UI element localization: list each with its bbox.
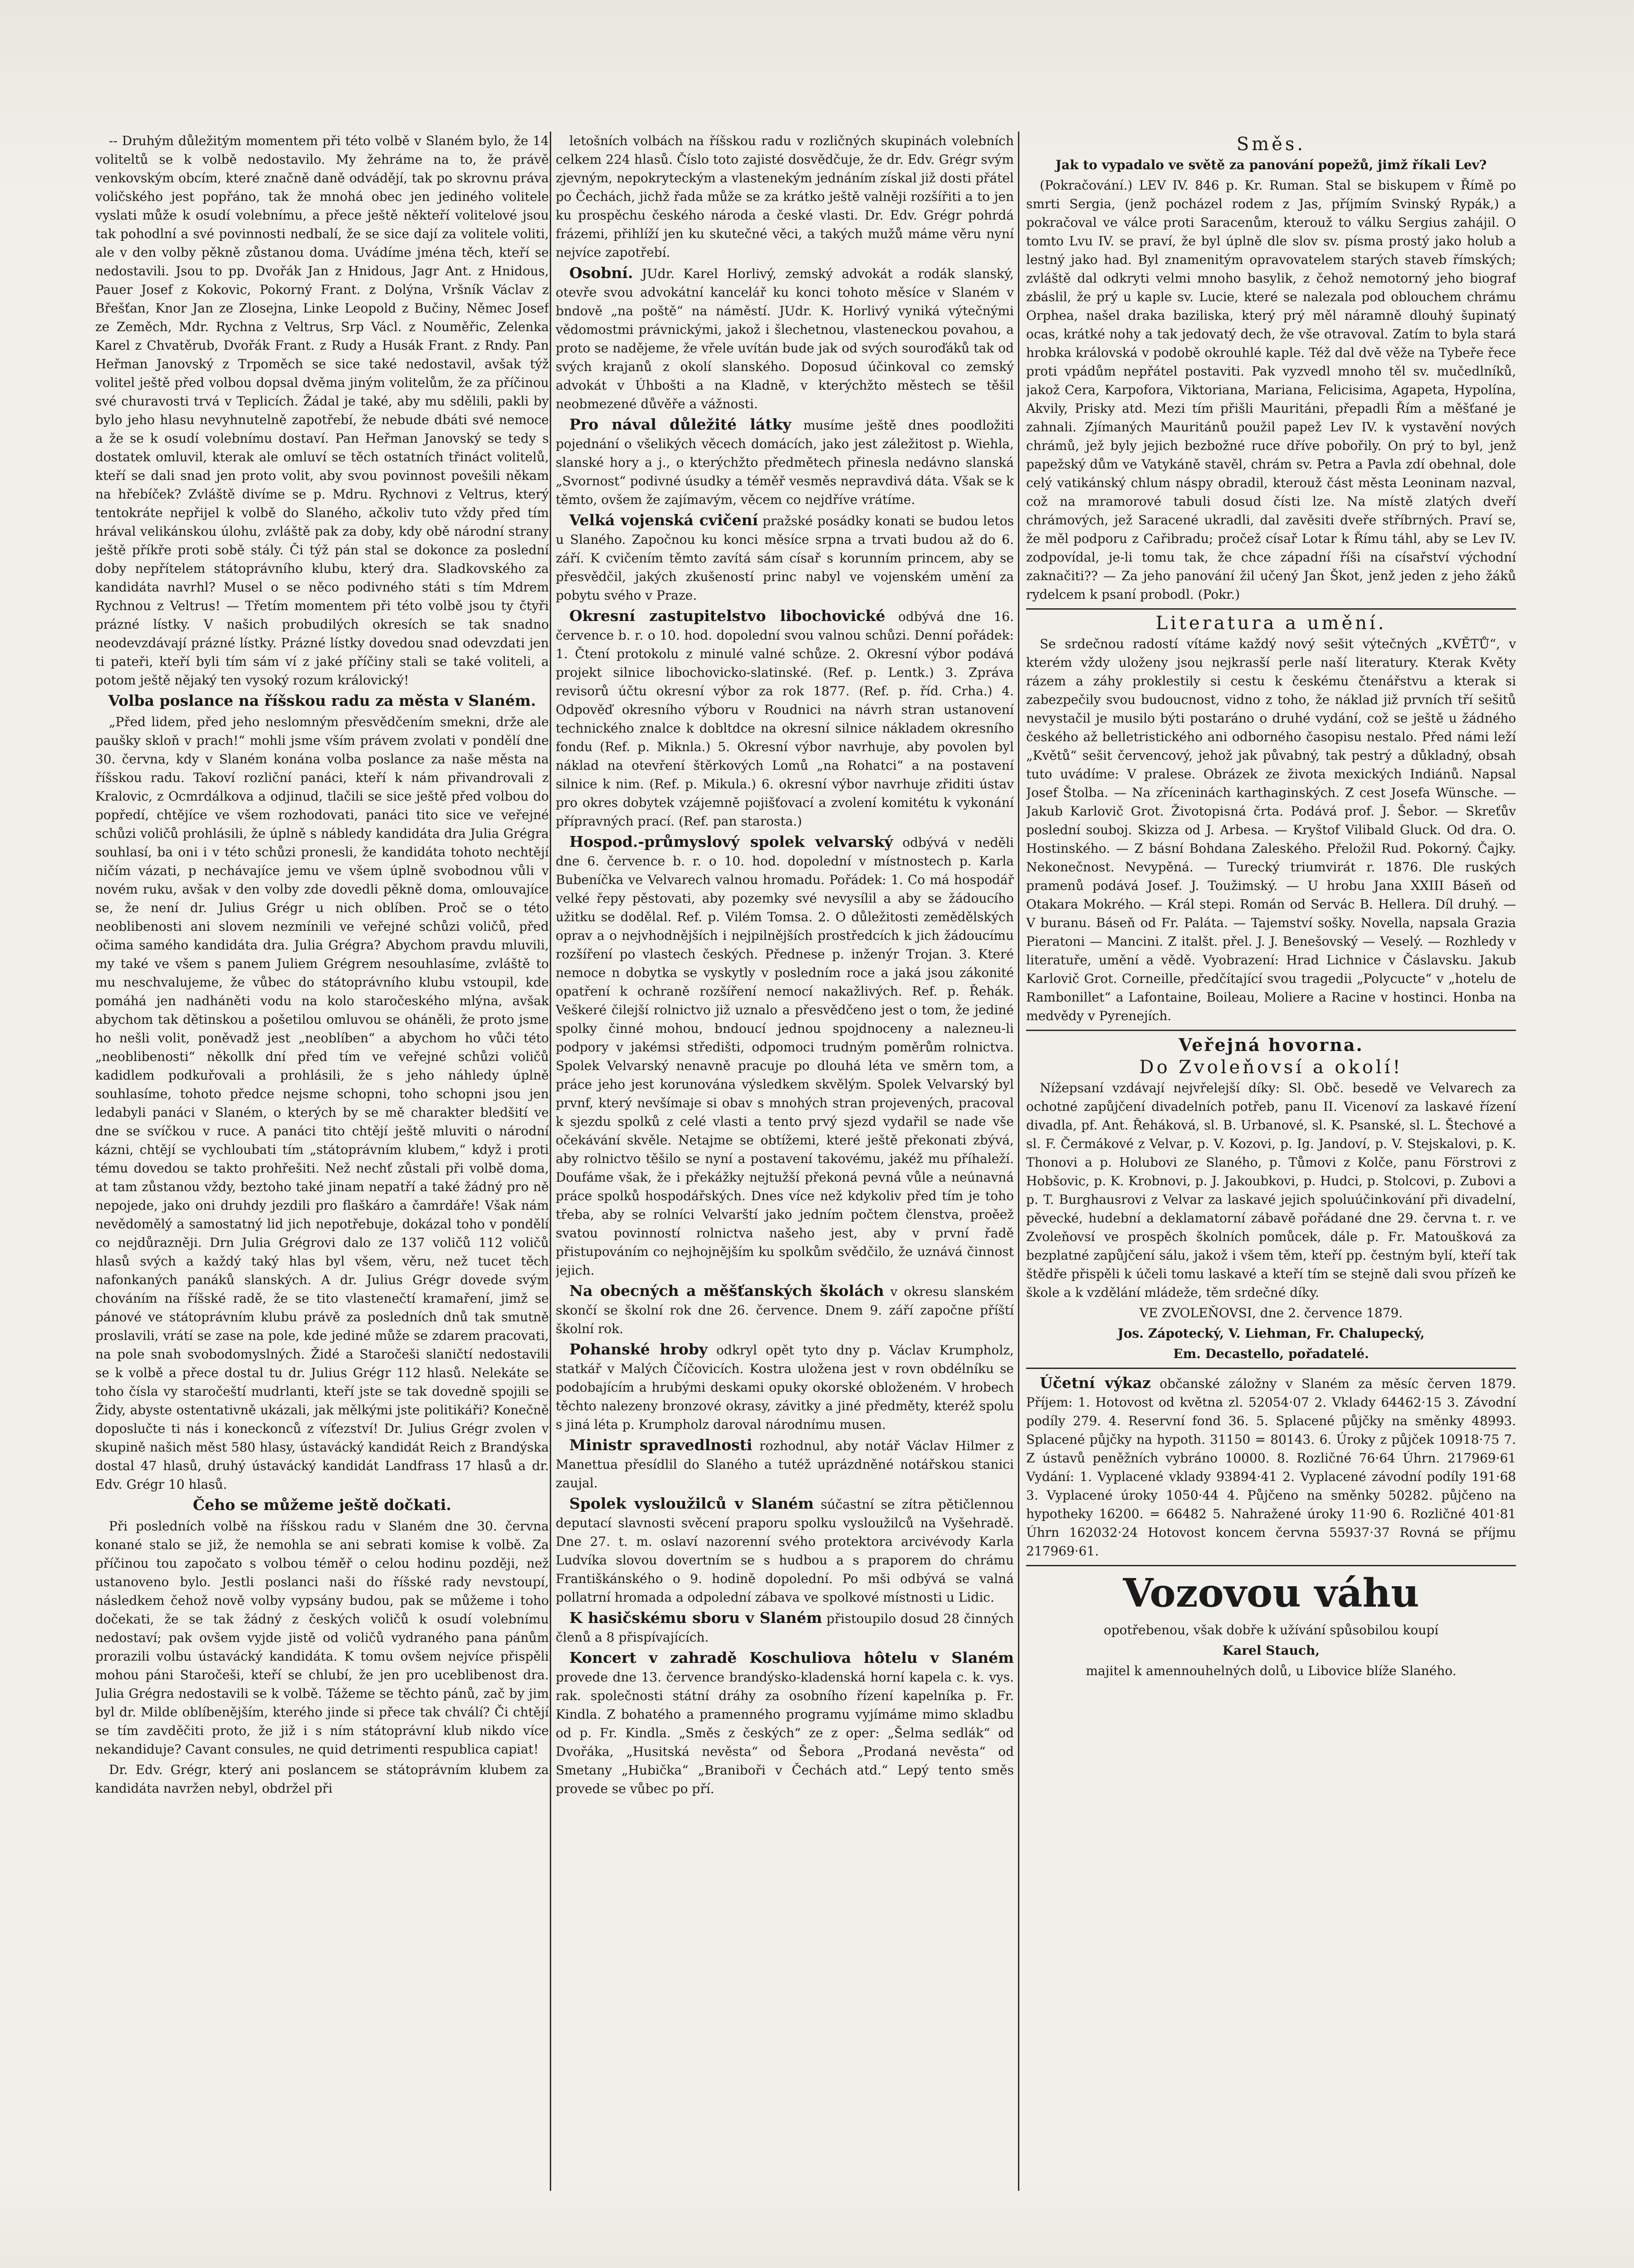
article-hlasy: letošních volbách na říšskou radu v rozličných skupinách volebních celkem 224 hlasů. Číslo toto zajisté dosvědčuje, že dr. Edv. Grégr svým zjevným, nepokryteckým a vlastenekým jednáním získal již dosti přátel po Čechách, jichž řada může se za krátko ještě valněji rozšířiti a to jen ku prospěchu českého národa a české vlasti. Dr. Edv. Grégr pohrdá frázemi, přihlíží jen ku skutečné věci, a takých mužů máme věru nyní nejvíce zapotřebí. bbox=[556, 133, 1014, 260]
article-hasici: K hasičskému sboru v Slaném přistoupilo dosud 28 činných členů a 8 přispívajících. bbox=[556, 1609, 1014, 1645]
divider bbox=[1026, 1565, 1516, 1566]
ad-name-stauch: Karel Stauch, bbox=[1222, 1643, 1320, 1658]
divider bbox=[1026, 1030, 1516, 1031]
ad-headline-vaha: Vozovou váhu bbox=[1123, 1570, 1419, 1616]
divider bbox=[1026, 608, 1516, 610]
article-kvety: Se srdečnou radostí vítáme každý nový sešit výtečných „KVĚTŮ“, v kterém vždy uloženy jsou nejkrasší perle naší literatury. Kterak Květy rázem a záhy proklestily si cestu k českému čtenářstvu a kterak si zabezpečily svou budoucnost, vidno z toho, že náklad již prvních tří sešitů nevystačil je musilo býti postaráno o druhé vydání, což se ještě u žádného českého až belletristického ani odborného časopisu nestalo. Před námi leží „Květů“ sešit červencový, jehož jak půvabný, tak pestrý a důkladný, obsah tuto uvádíme: V pralese. Obrázek ze života mexických Indiánů. Napsal Josef Štolba. — Na zříceninách karthaginských. Z cest Josefa Wünsche. — Jakub Karlovič Grot. Životopisná črta. Podává prof. J. Šebor. — Skreťův poslední souboj. Skizza od J. Arbesa. — Kryštof Vilibald Gluck. Od dra. O. Hostinského. — Z básní Bohdana Zaleského. Přeložil Rud. Pokorný. Čajky. Nekonečnost. Nevypěná. — Turecký triumvirát r. 1876. Dle ruských pramenů podává Josef. J. Toužimský. — U hrobu Jana XXIII Báseň od Otakara Mokrého. — Král stepi. Román od Servác B. Hellera. Díl druhý. — V buranu. Báseň od Fr. Paláta. — Tajemství sošky. Novella, napsala Grazia Pieratoni — Mancini. Z italšt. přel. J. J. Benešovský — Veselý. — Rozhledy v literatuře, umění a vědě. Vyobrazení: Hrad Lichnice v Čáslavsku. Jakub Karlovič Grot. Corneille, předčítající svou tragedii „Polycucte“ v „hotelu de Rambonillet“ a Lafontaine, Boileau, Moliere a Racine v hostinci. Honba na medvědy v Pyrenejích. bbox=[1026, 636, 1516, 1023]
article-volitele: -- Druhým důležitým momentem při této volbě v Slaném bylo, že 14 voliteltů se k volbě nedostavilo. My žehráme na to, že právě venkovským obcím, které značně daně odvádějí, tak po skrovnu práva voličského jest popřáno, tak že mnohá obec jen jediného volitele vyslati může k osudí volebnímu, a přece ještě někteří volitelové jsou tak pohodlní a své povinnosti nedbalí, že se sice dají za volitele voliti, ale v den volby pěkně zůstanou doma. Uvádíme jména těch, kteří se nedostavili. Jsou to pp. Dvořák Jan z Hnidous, Jagr Ant. z Hnidous, Pauer Josef z Kokovic, Pokorný Frant. z Dolýna, Vršník Václav z Břešťan, Knor Jan ze Zlosejna, Linke Leopold z Bučiny, Němec Josef ze Zeměch, Mdr. Rychna z Veltrus, Srp Václ. z Nouměřic, Zelenka Karel z Chvatěrub, Dvořák Frant. z Rudy a Husák Frant. z Rndy. Pan Heřman Janovský z Trpoměch se sice také nedostavil, avšak týž volitel ještě před volbou dopsal dvěma jiným volitelům, že za příčinou své churavosti trvá v Teplicích. Žádal je také, aby mu sdělili, pakli by bylo jeho hlasu nevyhnutelně zapotřebí, že nebude dbáti své nemoce a že se k osudí volebnímu dostaví. Pan Heřman Janovský se tedy s dostatek omluvil, kterak ale omluví se těch ostatních třináct volitelů, kteří se dali snad jen proto volit, aby svou povinnost povešili někam na hřebíček? Zvláště divíme se p. Mdru. Rychnovi z Veltrus, který tentokráte nepřijel k volbě do Slaného, ačkoliv tuto vždy před tím hrával velikánskou úlohu, zvláště pak za doby, kdy obě národní strany ještě příkře proti sobě stály. Či týž pán stal se dokonce za poslední doby nepřítelem státoprávního klubu, který dra. Sladkovského za kandidáta navrhl? Musel o se něco podivného státi s tím Mdrem Rychnou z Veltrus! — Třetím momentem při této volbě jsou ty čtyři prázné lístky. V našich probudilých okresích se tak snadno neodevzdávají prázné lístky. Prázné lístky dovedou snad odevzdati jen ti pateři, kteří byli tím sám ví z jaké příčiny stali se také voliteli, a potom ještě nějaký ten vysoký rozum královický! bbox=[95, 133, 549, 688]
article-osobni: Osobní. JUdr. Karel Horlivý, zemský advokát a rodák slanský, otevře svou advokátní kancelář ku konci tohoto měsíce v Slaném v bndově „na poště“ na náměstí. JUdr. K. Horlivý vyniká výtečnými vědomostmi právnickými, jakož i šlechetnou, vlasteneckou povahou, a proto se nadějeme, že vřele uvítán bude jak od svých souroďáků tak od svých krajanů z okolí slanského. Doposud účinkoval co zemský advokát v Úhbošti a na Kladně, v kterýchžto městech se těšil neobmezené důvěře a vážnosti. bbox=[556, 264, 1014, 411]
article-vyslouzilci: Spolek vysloužilců v Slaném súčastní se zítra pětičlennou deputací slavnosti svěcení praporu spolku vysloužilců na Vyšehradě. Dne 27. t. m. oslaví nazorenní svého protektora arcivévody Karla Ludvíka slovou dovertním se s hudbou a s praporem do chrámu Františkánského o 9. hodině dopolední. Po mši odbývá se valná pollatrní hromada a odpolední zábava ve spolkové místnosti u Lidic. bbox=[556, 1495, 1014, 1605]
section-head-smes: Směs. bbox=[1236, 134, 1306, 155]
article-ucet: Účetní výkaz občanské záložny v Slaném za měsíc červen 1879. Příjem: 1. Hotovost od května zl. 52054·07 2. Vklady 64462·15 3. Závodní podíly 279. 4. Reservní fond 36. 5. Splacené půjčky na směnky 48993. Splacené půjčky na hypoth. 31150 = 80143. 6. Úroky z půjček 10918·75 7. Z ústavů peněžních vybráno 10000. 8. Rozličné 76·64 Úhrn. 217969·61 Vydání: 1. Vyplacené vklady 93894·41 2. Vyplacené závodní podíly 191·68 3. Vyplacené úroky 1050·44 4. Půjčeno na směnky 50282. půjčeno na hypotheky 16200. = 66482 5. Nahražené úroky 11·90 6. Rozličné 401·81 Úhrn 162032·24 Hotovost koncem června 55937·37 Rovná se příjmu 217969·61. bbox=[1026, 1374, 1516, 1559]
section-head-hovorna: Veřejná hovorna. bbox=[1179, 1035, 1364, 1055]
headline-papezove: Jak to vypadalo ve světě za panování popežů, jimž říkali Lev? bbox=[1055, 157, 1487, 172]
article-ministr: Ministr spravedlnosti rozhodnul, aby notář Václav Hilmer z Manettua přesídlil do Slaného a tutéž uprázdněné notářskou stanici zaujal. bbox=[556, 1436, 1014, 1491]
article-docekati: Při posledních volbě na říšskou radu v Slaném dne 30. června konané stalo se již, že nemohla se ani sebrati komise k volbě. Za příčinou tou započato s volbou téměř o celou hodinu později, než ustanoveno bylo. Jestli poslanci naši do říšské rady nevstoupí, následkem čehož nově volby vypsány budou, pak se můžeme i toho dočekati, že se tak žádný z českých voličů k osudí volebnímu nedostaví; pak ovšem vyjde jistě od voličů vydraného pana pánům prorazili volbu ústavácký kandidáta. K tomu ovšem nejvíce přispěli mohou páni Staročeši, kteří se chlubí, že jen pro uceblibenost dra. Julia Grégra nedostavili se k volbě. Tážeme se těchto pánů, zač by jim byl dr. Milde oblíbenějším, kterého jinde si přece tak chválí? Či chtějí se tím zavděčiti proto, že již i s ním státoprávní klub nikdo více nekandiduje? Cavant consules, ne quid detrimenti respublica capiat! bbox=[95, 1519, 549, 1757]
column-left bbox=[95, 132, 549, 2218]
column-rule bbox=[1018, 132, 1019, 2191]
divider bbox=[1026, 1368, 1516, 1369]
headline-zvolenovsi: Do Zvoleňovsí a okolí! bbox=[1139, 1057, 1403, 1078]
section-head-literatura: Literatura a umění. bbox=[1155, 613, 1387, 634]
article-hroby: Pohanské hroby odkryl opět tyto dny p. Václav Krumpholz, statkář v Malých Číčovicích. Kostra uložena jest v rovn obdélníku se podobajícím a hrubými deskami opuky okorské obloženém. V hrobech těchto nalezeny bronzové okrasy, závitky a jiné předměty, kteréž spolu s jiná léta p. Krumpholz daroval národnímu musen. bbox=[556, 1340, 1014, 1432]
ad-text-vaha: opotřebenou, však dobře k užívání spůsobilou koupí bbox=[1103, 1623, 1439, 1637]
article-skoly: Na obecných a měšťanských školách v okresu slanském skončí se školní rok dne 26. července. Dnem 9. září započne příští školní rok. bbox=[556, 1282, 1014, 1336]
column-rule bbox=[550, 132, 551, 2191]
dik-signatures-1: Jos. Zápotecký, V. Liehman, Fr. Chalupecký, bbox=[1117, 1326, 1425, 1341]
article-hospod: Hospod.-průmyslový spolek velvarský odbývá v neděli dne 6. července b. r. o 10. hod. dopolední v místnostech p. Karla Bubeníčka ve Velvarech valnou hromadu. Pořádek: 1. Co má hospodář velké řepy pěstovati, aby pozemky své nevysílil a aby se žádoucího užitku se dodělal. Ref. p. Vilém Tomsa. 2. O důležitosti zemědělských oprav a o nejvhodnějších i nejpilnějších prostředcích k jich žádoucímu rozšíření po vlastech českých. Přednese p. inženýr Trojan. 3. Které nemoce n dobytka se vyskytly v posledním roce a jaká jsou zákonité opatření k ochraně rozšíření nemocí nakažlivých. Ref. p. Řehák. Veškeré čilejší rolnictvo již uznalo a přesvědčeno jest o tom, že jediné spolky činné mohou, bndoucí jednou spojdnoceny a nalezneu-li podpory v jakémsi středišti, odpomoci trudným poměrům rolnictva. Spolek Velvarský nenavně pracuje po dlouhá léta ve směrn tom, a práce jeho jest korunována výsledkem skvělým. Spolek Velvarský byl prvnf, který nevšímaje si obav s mnohých stran projevených, pracoval k sjezdu spolků z celé vlasti a tento prvý sjezd vydařil se nade vše očekávání skvěle. Netajme se obtížemi, které ještě překonati zbývá, aby rolnictvo těšilo se nyní a postavení takovému, jakéž mu příhaleží. Doufáme však, že i překážky nejtužší překoná pevná vůle a neúnavná práce spolků hospodářských. Dnes více než kdykoliv před tím je toho třeba, aby se rolníci Velvarští jako jedním počtem členstva, proěež svatou povinností rolnictva našeho jest, aby v první řadě přistupováním co nejhojnějším ku spolkům svědčilo, že uznává činnost jejich. bbox=[556, 833, 1014, 1278]
article-papezove: (Pokračování.) LEV IV. 846 p. Kr. Ruman. Stal se biskupem v Římě po smrti Sergia, (jenž pocházel rodem z Jas, příjmím Svinský Rypák,) a pokračoval ve válce proti Saracenům, kterouž to válku Sergius zahájil. O tomto Lvu IV. se praví, že byl úplně dle slov sv. písma prostý jako holub a lestný jako had. Byl znamenitým opravovatelem starých staveb římských; zvláště dal odkryti velmi mnoho basylik, z čehož nemotorný jeho biograf zbáslil, že prý u kaple sv. Lucie, které se nalezala pod oblouchem chrámu Orphea, našel draka baziliska, který prý měl náramně dlouhý šupinatý ocas, krátké nohy a tak jedovatý dech, že vše otravoval. Zatím to byla stará hrobka královská v podobě okrouhlé kaple. Též dal dvě věže na Tybeře řece proti vpádům nepřátel postaviti. Pak vyzvedl mnoho těl sv. mučedlníků, jakož Cera, Karpofora, Viktoriana, Mariana, Felicisima, Agapeta, Hypolína, Akvily, Prisky atd. Mezi tím přišli Mauritáni, přepadli Řím a měšťané je zahnali. Zjímaných Mauritánů použil papež Lev IV. k vystavění nových chrámů, jež byly jejich bezbožné ruce dříve pobořily. On prý to byl, jenž papežský dům ve Vatykáně stavěl, chrám sv. Petra a Pavla zdí obehnal, dole celý vatikánský chlum náspy obradil, kterouž část města Leoninam nazval, což na mramorové tabuli dosud čísti lze. Na místě zlatých dveří chrámových, jež Saracené ukradli, dal zavěsiti dveře stříbrných. Praví se, že měl podporu z Cařibradu; pročež císař Lotar k Římu táhl, aby se Lev IV. zodpovídal, je-li tomu tak, že chce západní říši na císařství východní zaknačiti?? — Za jeho panování žil učený Jan Škot, jenž jeden z jeho žáků rydelcem k psaní probodl. (Pokr.) bbox=[1026, 178, 1516, 602]
article-cviceni: Velká vojenská cvičení pražské posádky konati se budou letos u Slaného. Započnou ku konci měsíce srpna a trvati budou až do 6. září. K cvičením těmto zavítá sám císař s korunním princem, aby se přesvědčil, jakých zkušeností princ nabyl ve vojenském umění za pobytu svého v Praze. bbox=[556, 511, 1014, 603]
dik-place: VE ZVOLEŇOVSI, dne 2. července 1879. bbox=[1139, 1305, 1403, 1320]
dik-signatures-2: Em. Decastello, pořadatelé. bbox=[1173, 1346, 1369, 1361]
article-koncert: Koncert v zahradě Koschuliova hôtelu v Slaném provede dne 13. července brandýsko-kladenská horní kapela c. k. vys. rak. společnosti státní dráhy za osobního řízení kapelníka p. Fr. Kindla. Z bohatého a pramenného programu vyjímáme mimo skladbu od p. Fr. Kindla. „Směs z českých“ ze z oper: „Šelma sedlák“ od Dvořáka, „Husitská nevěsta“ od Šebora „Prodaná nevěsta“ od Smetany „Hubička“ „Braniboři v Čechách atd.“ Lepý tento směs provede se vůbec po pří. bbox=[556, 1649, 1014, 1796]
article-pronaval: Pro nával důležité látky musíme ještě dnes poodložiti pojednání o všelikých věcech domácích, jako jest záležitost p. Wiehla, slanské hory a j., o kterýchžto předmětech přinesla nedávno slanská „Svornost“ podivné úsudky a téměř vesměs nepravdivá dáta. Však se k těmto, ovšem že zajímavým, věcem co nejdříve vrátíme. bbox=[556, 415, 1014, 507]
column-right bbox=[1026, 132, 1516, 2218]
article-okresni: Okresní zastupitelstvo libochovické odbývá dne 16. července b. r. o 10. hod. dopolední svou valnou schůzi. Denní pořádek: 1. Čtení protokolu z minulé valné schůze. 2. Okresní výbor podává projekt silnice libochovicko-slatinské. (Ref. p. Lentk.) 3. Zpráva revisorů účtu okresní výbor za rok 1877. (Ref. p. říd. Crha.) 4. Odpověď okresního výboru v Roudnici na návrh stran ustanovení technického znalce k dobltdce na okresní silnice nákladem okresního fondu (Ref. p. Miknla.) 5. Okresní výbor navrhuje, aby povolen byl náklad na otevření štěrkových Lomů „na Rohatci“ a na postavení silnice k nim. (Ref. p. Mikula.) 6. okresní výbor navrhuje zřiditi ústav pro okres dobytek vzájemně pojišťovací a zvolení komitétu k vykonání přípravných prací. (Ref. pan starosta.) bbox=[556, 607, 1014, 829]
ad-end-vaha: majitel k amennouhelných dolů, u Libovice blíže Slaného. bbox=[1086, 1663, 1457, 1678]
headline-docekati: Čeho se můžeme ještě dočkati. bbox=[193, 1496, 451, 1514]
column-middle bbox=[556, 132, 1014, 2218]
article-gregr: Dr. Edv. Grégr, který ani poslancem se státoprávním klubem za kandidáta navržen nebyl, obdržel při bbox=[95, 1762, 549, 1796]
article-volba: „Před lidem, před jeho neslomným přesvědčením smekni, drže ale paušky skloň v prach!“ mohli jsme vším právem zvolati v pondělí dne 30. června, kdy v Slaném konána volba poslance za naše města na říšskou radu. Takoví rozliční panáci, kteří k nám přivandrovali z Kralovic, z Ocmrdálkova a odjinud, tlačili se sice ještě před volbou do popředí, chtějíce ve všem rozhodovati, panáci tito sice ve veřejné schůzi voličů prohlásili, že úplně s nábledy kandidáta dra Julia Grégra souhlasí, ba oni i v této schůzi pronesli, že kandidáta tohoto nechtějí ničím vázati, p nechávajíce jemu ve všem úplně svobodnou vůli v novém ruku, avšak v den volby zde dovedli pěkně doma, omlouvajíce se, že není dr. Julius Grégr u nich oblíben. Proč se o této neoblibenosti ani slovem nezmínili ve veřejné schůzi voličů, před očima samého kandidáta dra. Julia Grégra? Abychom pravdu mluvili, my také ve všem s panem Juliem Grégrem nesouhlasíme, zvláště to mu neschvalujeme, že vůbec do státoprávního klubu vstoupil, kde pomáhá jen nadháněti vodu na kolo staročeského mlýna, avšak abychom tak dětinskou a pošetilou omluvou se oháněli, že proto jsme ho nešli volit, poněvadž jest „neoblíben“ a abychom ho vůči této „neoblibenosti“ někollk dní před tím ve veřejné schůzi voličů kadidlem podkuřovali a prohlásili, že s jeho náhledy úplně souhlasíme, tohoto předce nejsme schopni, toho schopni jsou jen ledabyli panáci v Slaném, o kterých by se mě charakter bledšití ve dne se svíčkou v ruce. A panáci tito chtějí ještě mluviti o národní kázni, chtějí se vychloubati tím „státoprávním klubem,“ když i proti tému dovedou se takto prohřešiti. Než nechť zůstali při volbě doma, at tam zůstanou vždy, beztoho také jinam nepatří a také žádný pro ně nepojede, jako oni druhdy jezdili pro flaškáro a čamrdáře! Však nám nevědomělý a samostatný lid jich nepotřebuje, dokázal toho v pondělí co nejdůrazněji. Drn Julia Grégrovi dalo ze 137 voličů 112 voličů hlasů svých a každý taký hlas byl všem, věru, než tucet těch nafonkaných panáků slanských. A dr. Julius Grégr dovede svým chováním na říšské radě, že se tito vlastenečtí kramaření, jimž se pánové ve státoprávním klubu právě za posledních dnů tak smutně proslavili, vrátí se zase na pole, kde jediné může se zdarem pracovati, na pole snah svobodomyslných. Židé a Staročeši slaničtí nedostavili se k volbě a přece dostal tu dr. Julius Grégr 112 hlasů. Nelekáte se toho čísla vy staročeští mudrlanti, kteří jste se tak dovedně spojili se Židy, abyste ostentativně ukázali, jak mělkými jste politikáři? Konečně doposlučte ti nás i koneckonců z víťezství! Dr. Julius Grégr zvolen v skupině našich měst 580 hlasy, ústavácký kandidát Reich z Brandýska dostal 47 hlasů, druhý ústavácký kandidát Landfrass 17 hlasů a dr. Edv. Grégr 10 hlasů. bbox=[95, 714, 549, 1492]
headline-volba: Volba poslance na říšskou radu za města v Slaném. bbox=[108, 692, 536, 709]
article-diky: Nížepsaní vzdávají nejvřelejší díky: Sl. Obč. besedě ve Velvarech za ochotné zapůjčení divadelních potřeb, panu II. Vicenoví za laskavé řízení divadla, pf. Ant. Řeháková, sl. B. Urbanové, sl. K. Psanské, sl. L. Štechové a sl. F. Čermákové z Velvar, p. V. Kozovi, p. Ig. Jandoví, p. V. Stejskalovi, p. K. Thonovi a p. Holubovi ze Slaného, p. Tůmovi z Kolče, panu Förstrovi z Hobšovic, p. K. Krobnovi, p. J. Jakoubkovi, p. Hudci, p. Stolcovi, p. Zubovi a p. T. Burghausrovi z Velvar za laskavé jejich spoluúčinkování při divadelní, pěvecké, hudební a deklamatorní zábavě pořádané dne 29. června t. r. ve Zvoleňovsí ve prospěch školních pomůcek, dále p. Fr. Matoušková za bezplatné zapůjčení sálu, jakož i všem těm, kteří pp. čestným bylí, kteří tak štědře přispěli k účeli tomu laskavé a kteří tím se stejně dali svou přízeň ke škole a k vzdělání mládeže, těm srdečné díky. bbox=[1026, 1080, 1516, 1300]
